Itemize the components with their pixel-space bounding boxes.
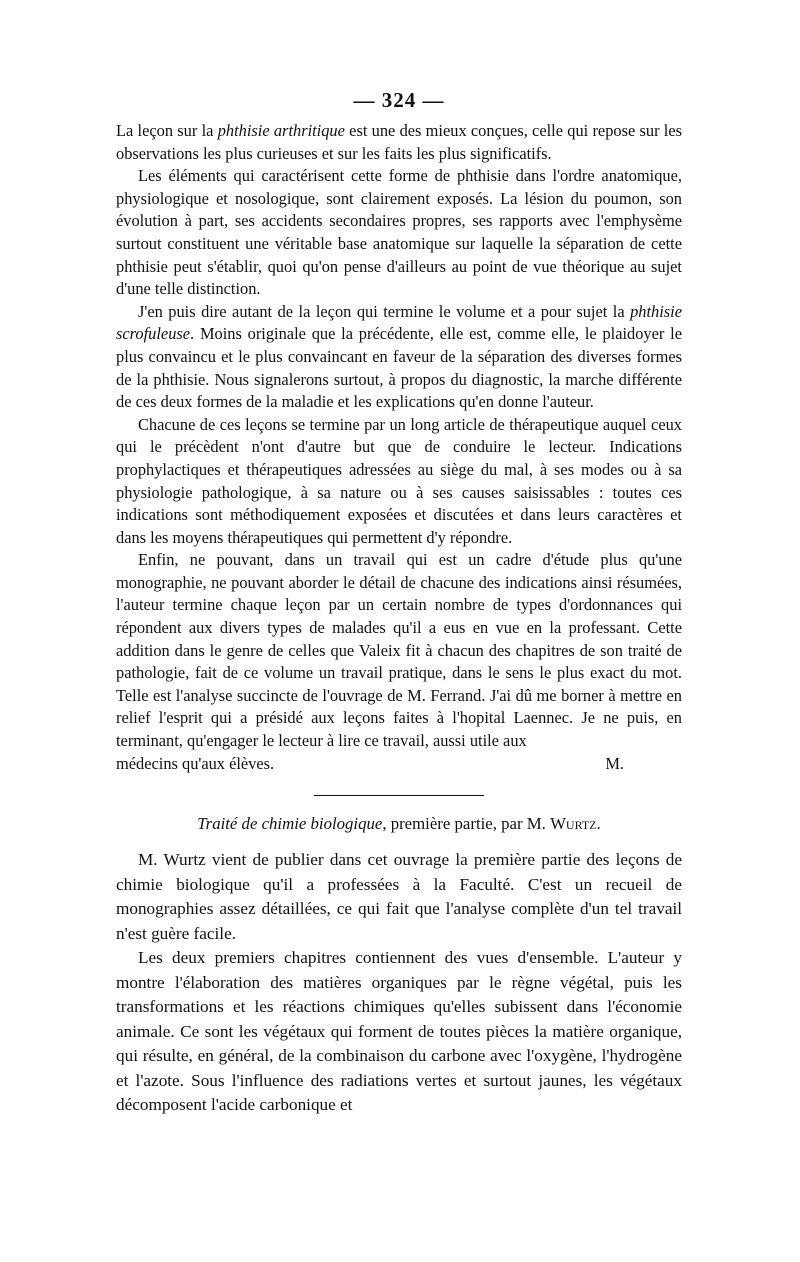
paragraph: La leçon sur la phthisie arthritique est une des mieux conçues, celle qui repose sur les observations les plus curieuses et sur les faits les plus significatifs. bbox=[116, 121, 682, 163]
review-wurtz bbox=[116, 848, 682, 1118]
paragraph: Enfin, ne pouvant, dans un travail qui est un cadre d'étude plus qu'une monographie, ne pouvant aborder le détail de chacune des indications ainsi résumées, l'auteur termine chaque leçon par un certain nombre de types d'ordonnances qui répondent aux divers types de malades qu'il a eus en vue en la professant. Cette addition dans le genre de celles que Valeix fit à chacun des chapitres de son traité de pathologie, fait de ce volume un travail pratique, dans le sens le plus exact du mot. Telle est l'analyse succincte de l'ouvrage de M. Ferrand. J'ai dû me borner à mettre en relief l'esprit qui a présidé aux leçons faites à l'hopital Laennec. Je ne puis, en terminant, qu'engager le lecteur à lire ce travail, aussi utile aux bbox=[116, 550, 682, 751]
book-page bbox=[116, 86, 682, 1118]
section-divider bbox=[314, 795, 484, 796]
paragraph: J'en puis dire autant de la leçon qui termine le volume et a pour sujet la phthisie scrofuleuse. Moins originale que la précédente, elle est, comme elle, le plaidoyer le plus convaincu et le plus convaincant en faveur de la séparation des diverses formes de la phthisie. Nous signalerons surtout, à propos du diagnostic, la marche différente de ces deux formes de la maladie et les explications qu'en donne l'auteur. bbox=[116, 301, 682, 412]
emphasis-text: phthisie scrofuleuse bbox=[116, 301, 682, 344]
review-heading: Traité de chimie biologique, première partie, par M. Wurtz. bbox=[197, 814, 601, 834]
paragraph: Les éléments qui caractérisent cette forme de phthisie dans l'ordre anatomique, physiologique et nosologique, sont clairement exposés. La lésion du poumon, son évolution à part, ses accidents secondaires propres, ses rapports avec l'emphysème surtout constituent une véritable base anatomique sur laquelle la séparation de cette phthisie peut s'établir, quoi qu'on pense d'ailleurs au point de vue théorique au sujet d'une telle distinction. bbox=[116, 166, 682, 299]
closing-line bbox=[116, 753, 682, 776]
paragraph: M. Wurtz vient de publier dans cet ouvrage la première partie des leçons de chimie biologique qu'il a professées à la Faculté. C'est un recueil de monographies assez détaillées, ce qui fait que l'analyse complète d'un tel travail n'est guère facile. bbox=[116, 850, 682, 943]
paragraph: Les deux premiers chapitres contiennent des vues d'ensemble. L'auteur y montre l'élaboration des matières organiques par le règne végétal, puis les transformations et les réactions chimiques qu'elles subissent dans l'économie animale. Ce sont les végétaux qui forment de toutes pièces la matière organique, qui résulte, en général, de la combinaison du carbone avec l'oxygène, l'hydrogène et l'azote. Sous l'influence des radiations vertes et surtout jaunes, les végétaux décomposent l'acide carbonique et bbox=[116, 948, 682, 1115]
review-ferrand bbox=[116, 120, 682, 775]
page-number: — 324 — bbox=[353, 88, 445, 112]
book-title: Traité de chimie biologique bbox=[197, 814, 383, 834]
closing-text: médecins qu'aux élèves. bbox=[116, 753, 275, 773]
emphasis-text: phthisie arthritique bbox=[217, 121, 345, 140]
paragraph: Chacune de ces leçons se termine par un long article de thérapeutique auquel ceux qui le précèdent n'ont d'autre but que de conduire le lecteur. Indications prophylactiques et thérapeutiques adressées au siège du mal, à ses modes ou à sa physiologie pathologique, à sa nature ou à ses causes saisissables : toutes ces indications sont méthodiquement exposées et discutées et dans leurs caractères et dans les moyens thérapeutiques qui permettent d'y répondre. bbox=[116, 414, 682, 547]
signature: M. bbox=[605, 753, 624, 773]
author-name: Wurtz bbox=[550, 814, 597, 834]
